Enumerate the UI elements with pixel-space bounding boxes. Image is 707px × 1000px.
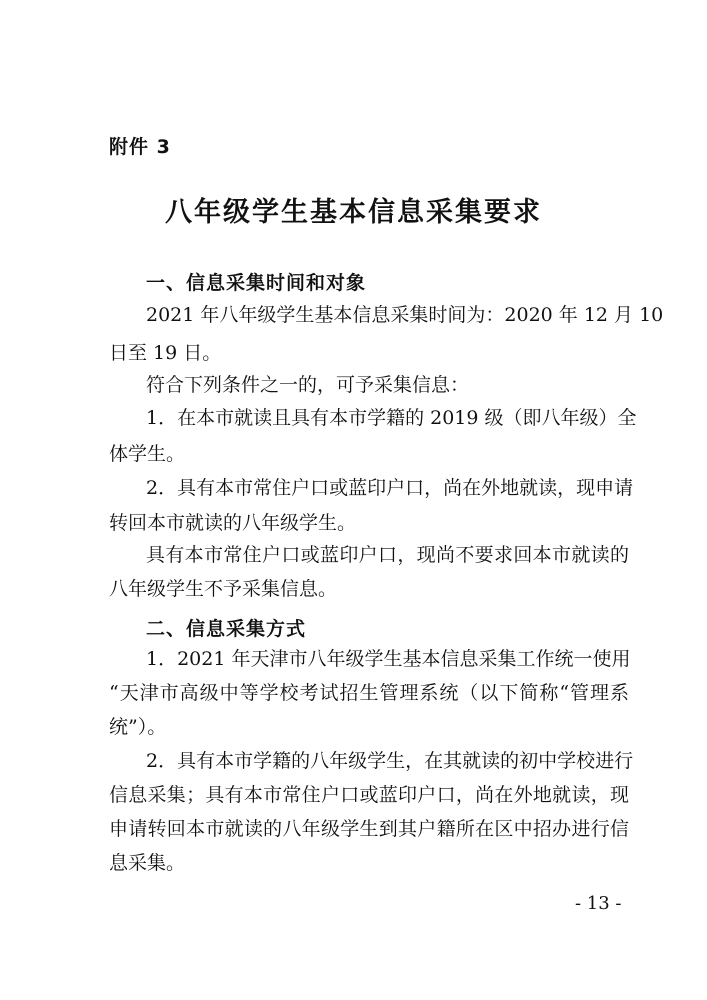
paragraph-line: 2021 年八年级学生基本信息采集时间为：2020 年 12 月 10 — [146, 304, 664, 326]
paragraph-line: 转回本市就读的八年级学生。 — [109, 512, 357, 534]
paragraph-line: 1．2021 年天津市八年级学生基本信息采集工作统一使用 — [146, 648, 631, 670]
paragraph-line: 八年级学生不予采集信息。 — [109, 578, 338, 600]
paragraph-line: 信息采集；具有本市常住户口或蓝印户口，尚在外地就读，现 — [109, 784, 629, 806]
attachment-label: 附件 3 — [109, 136, 171, 158]
paragraph-line: “天津市高级中等学校考试招生管理系统（以下简称“管理系 — [109, 682, 629, 704]
paragraph-line: 具有本市常住户口或蓝印户口，现尚不要求回本市就读的 — [146, 544, 629, 566]
paragraph-line: 日至 19 日。 — [109, 342, 222, 364]
paragraph-line: 符合下列条件之一的，可予采集信息： — [146, 374, 470, 396]
paragraph-line: 2．具有本市常住户口或蓝印户口，尚在外地就读，现申请 — [146, 477, 634, 499]
paragraph-line: 息采集。 — [109, 852, 186, 874]
document-title: 八年级学生基本信息采集要求 — [165, 197, 542, 228]
paragraph-line: 申请转回本市就读的八年级学生到其户籍所在区中招办进行信 — [109, 818, 629, 840]
paragraph-line: 体学生。 — [109, 443, 186, 465]
paragraph-line: 统”）。 — [109, 716, 167, 738]
section-2-heading: 二、信息采集方式 — [146, 618, 307, 640]
paragraph-line: 1．在本市就读且具有本市学籍的 2019 级（即八年级）全 — [146, 407, 637, 429]
page-number: - 13 - — [575, 893, 622, 914]
paragraph-line: 2．具有本市学籍的八年级学生，在其就读的初中学校进行 — [146, 750, 634, 772]
section-1-heading: 一、信息采集时间和对象 — [146, 272, 367, 294]
